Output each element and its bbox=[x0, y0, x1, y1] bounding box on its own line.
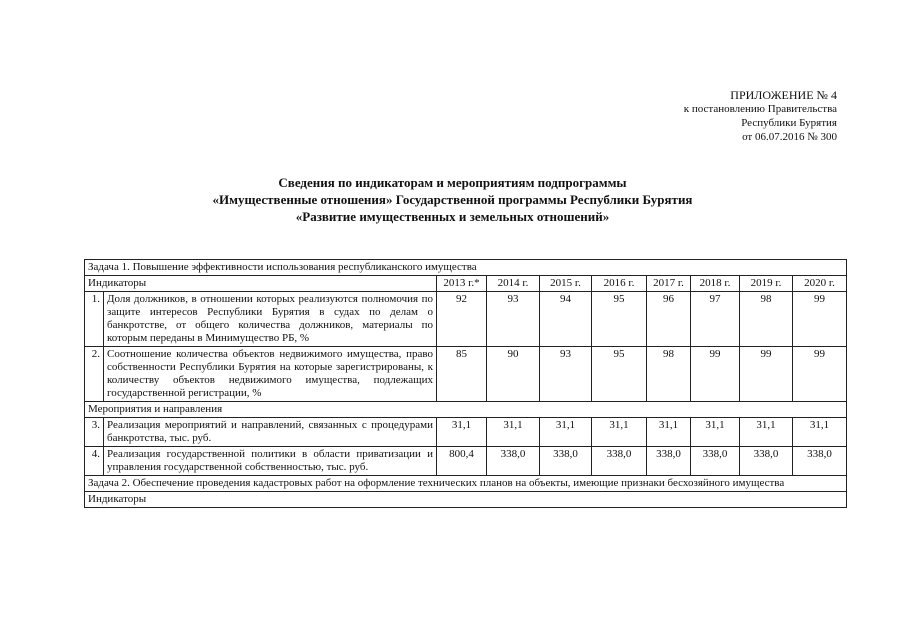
row-description: Реализация государственной политики в области приватизации и управления государственной собственностью, тыс. руб. bbox=[104, 447, 437, 476]
appendix-line-1: к постановлению Правительства bbox=[683, 103, 837, 115]
indicators-header-cell-2: Индикаторы bbox=[85, 492, 847, 508]
year-header-cell: 2014 г. bbox=[487, 276, 540, 292]
indicators-table bbox=[84, 259, 847, 508]
value-cell: 338,0 bbox=[540, 447, 592, 476]
appendix-line-2: Республики Бурятия bbox=[741, 117, 837, 129]
table-row bbox=[85, 418, 847, 447]
value-cell: 800,4 bbox=[437, 447, 487, 476]
year-header-cell: 2016 г. bbox=[592, 276, 647, 292]
appendix-line-3: от 06.07.2016 № 300 bbox=[742, 131, 837, 143]
value-cell: 99 bbox=[793, 347, 847, 402]
indicators-row-2 bbox=[85, 492, 847, 508]
value-cell: 96 bbox=[647, 292, 691, 347]
title-line-3: «Развитие имущественных и земельных отношений» bbox=[295, 209, 610, 224]
row-number: 4. bbox=[85, 447, 104, 476]
value-cell: 94 bbox=[540, 292, 592, 347]
year-header-cell: 2018 г. bbox=[691, 276, 740, 292]
value-cell: 85 bbox=[437, 347, 487, 402]
row-description: Реализация мероприятий и направлений, связанных с процедурами банкротства, тыс. руб. bbox=[104, 418, 437, 447]
task1-row bbox=[85, 260, 847, 276]
value-cell: 90 bbox=[487, 347, 540, 402]
task2-row bbox=[85, 476, 847, 492]
row-description: Соотношение количества объектов недвижимого имущества, право собственности Республики Бурятия на которые зарегистрированы, к количеству объектов недвижимого имущества, подлежащих государственной регистрации, % bbox=[104, 347, 437, 402]
title-line-2: «Имущественные отношения» Государственной программы Республики Бурятия bbox=[212, 192, 693, 207]
value-cell: 92 bbox=[437, 292, 487, 347]
value-cell: 31,1 bbox=[437, 418, 487, 447]
value-cell: 338,0 bbox=[592, 447, 647, 476]
value-cell: 31,1 bbox=[793, 418, 847, 447]
value-cell: 95 bbox=[592, 292, 647, 347]
year-header-cell: 2017 г. bbox=[647, 276, 691, 292]
task1-cell: Задача 1. Повышение эффективности использования республиканского имущества bbox=[85, 260, 847, 276]
year-header-cell: 2013 г.* bbox=[437, 276, 487, 292]
value-cell: 338,0 bbox=[647, 447, 691, 476]
document-title bbox=[0, 174, 905, 225]
appendix-header bbox=[684, 88, 837, 144]
table-row bbox=[85, 447, 847, 476]
value-cell: 338,0 bbox=[793, 447, 847, 476]
year-header-cell: 2019 г. bbox=[740, 276, 793, 292]
appendix-title: ПРИЛОЖЕНИЕ № 4 bbox=[730, 88, 837, 102]
measures-row bbox=[85, 402, 847, 418]
value-cell: 31,1 bbox=[487, 418, 540, 447]
value-cell: 31,1 bbox=[740, 418, 793, 447]
value-cell: 338,0 bbox=[487, 447, 540, 476]
value-cell: 98 bbox=[647, 347, 691, 402]
value-cell: 99 bbox=[740, 347, 793, 402]
value-cell: 99 bbox=[793, 292, 847, 347]
value-cell: 97 bbox=[691, 292, 740, 347]
table-row bbox=[85, 292, 847, 347]
value-cell: 338,0 bbox=[740, 447, 793, 476]
value-cell: 93 bbox=[540, 347, 592, 402]
row-number: 2. bbox=[85, 347, 104, 402]
value-cell: 98 bbox=[740, 292, 793, 347]
year-header-cell: 2015 г. bbox=[540, 276, 592, 292]
value-cell: 99 bbox=[691, 347, 740, 402]
row-number: 1. bbox=[85, 292, 104, 347]
value-cell: 31,1 bbox=[540, 418, 592, 447]
indicators-header-cell: Индикаторы bbox=[85, 276, 437, 292]
year-header-cell: 2020 г. bbox=[793, 276, 847, 292]
value-cell: 31,1 bbox=[691, 418, 740, 447]
value-cell: 31,1 bbox=[592, 418, 647, 447]
header-row bbox=[85, 276, 847, 292]
title-line-1: Сведения по индикаторам и мероприятиям подпрограммы bbox=[278, 175, 627, 190]
measures-header-cell: Мероприятия и направления bbox=[85, 402, 847, 418]
value-cell: 93 bbox=[487, 292, 540, 347]
table-row bbox=[85, 347, 847, 402]
task2-cell: Задача 2. Обеспечение проведения кадастровых работ на оформление технических планов на объекты, имеющие признаки бесхозяйного имущества bbox=[85, 476, 847, 492]
row-description: Доля должников, в отношении которых реализуются полномочия по защите интересов Республики Бурятия в судах по делам о банкротстве, от общего количества должников, материалы по которым переданы в Минимущество РБ, % bbox=[104, 292, 437, 347]
value-cell: 31,1 bbox=[647, 418, 691, 447]
row-number: 3. bbox=[85, 418, 104, 447]
value-cell: 95 bbox=[592, 347, 647, 402]
value-cell: 338,0 bbox=[691, 447, 740, 476]
